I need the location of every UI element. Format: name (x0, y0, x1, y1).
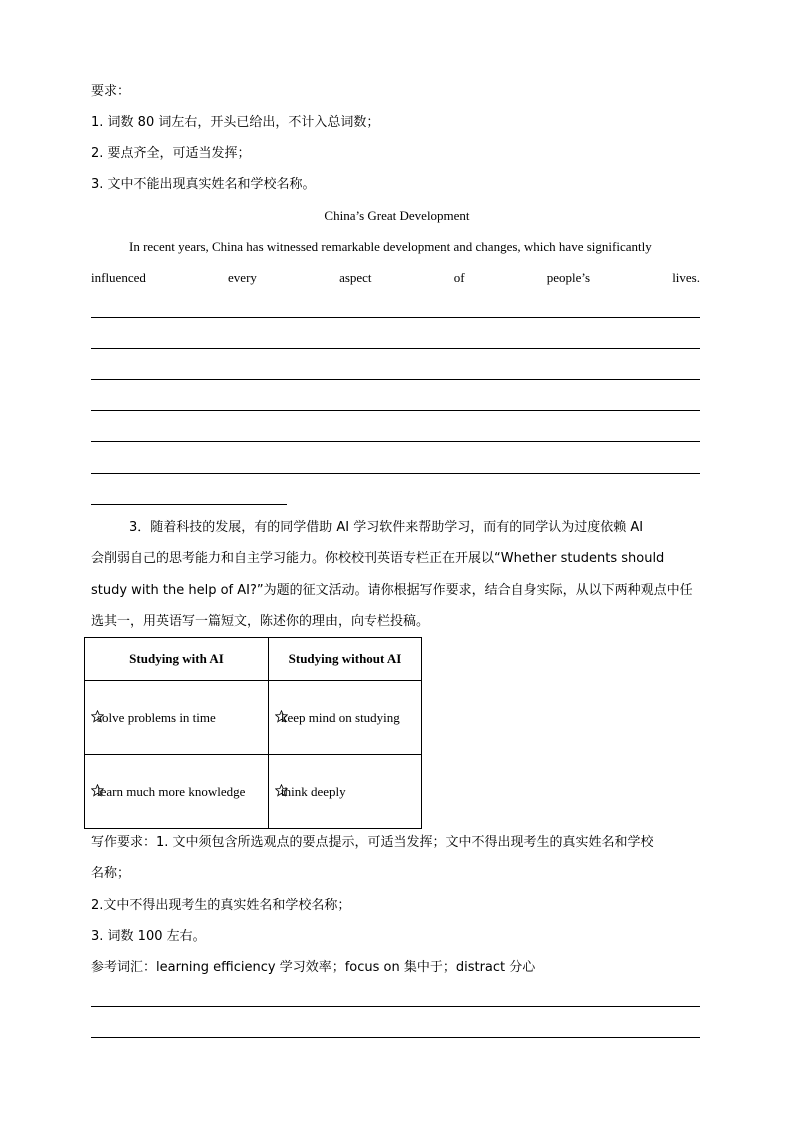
table-row (85, 681, 422, 755)
requirement-item-2: 2. 要点齐全，可适当发挥； (91, 146, 251, 161)
table-cell (85, 681, 269, 755)
requirements-heading: 要求： (91, 84, 131, 99)
viewpoint-table (84, 637, 422, 829)
answer-line[interactable] (91, 1006, 700, 1007)
table-cell-text: keep mind on studying (281, 710, 400, 725)
essay-title: China’s Great Development (324, 208, 470, 223)
answer-line[interactable] (91, 410, 700, 411)
table-cell (269, 755, 422, 829)
writing-requirement-1: 写作要求：1. 文中须包含所选观点的要点提示，可适当发挥；文中不得出现考生的真实姓名和学校 (91, 835, 654, 850)
question-3-line-1: 3．随着科技的发展，有的同学借助 AI 学习软件来帮助学习，而有的同学认为过度依赖 AI (129, 520, 644, 535)
writing-requirement-2: 2.文中不得出现考生的真实姓名和学校名称； (91, 898, 351, 913)
table-cell-text: solve problems in time (97, 710, 216, 725)
question-3-line-2: 会削弱自己的思考能力和自主学习能力。你校校刊英语专栏正在开展以“Whether students should (91, 551, 665, 566)
table-cell-text: think deeply (281, 784, 346, 799)
answer-line[interactable] (91, 1037, 700, 1038)
table-cell (269, 681, 422, 755)
opening-word: every (228, 270, 257, 285)
answer-line[interactable] (91, 441, 700, 442)
question-3-line-3: study with the help of AI?”为题的征文活动。请你根据写作要求，结合自身实际，从以下两种观点中任 (91, 583, 693, 598)
essay-opening-line-2 (91, 270, 700, 286)
opening-word: influenced (91, 270, 146, 285)
answer-line-short[interactable] (91, 504, 287, 505)
answer-line[interactable] (91, 473, 700, 474)
writing-requirement-3: 3. 词数 100 左右。 (91, 929, 206, 944)
answer-line[interactable] (91, 379, 700, 380)
table-row (85, 755, 422, 829)
table-header: Studying with AI (85, 638, 269, 681)
opening-word: aspect (339, 270, 372, 285)
question-3-line-4: 选其一，用英语写一篇短文，陈述你的理由，向专栏投稿。 (91, 614, 430, 629)
answer-line[interactable] (91, 317, 700, 318)
essay-opening-line-1: In recent years, China has witnessed remarkable development and changes, which have significantly (129, 239, 652, 254)
opening-word: people’s (546, 270, 591, 285)
reference-vocabulary: 参考词汇：learning efficiency 学习效率；focus on 集中于；distract 分心 (91, 960, 536, 975)
opening-word: lives. (672, 270, 700, 285)
table-cell (85, 755, 269, 829)
table-header: Studying without AI (269, 638, 422, 681)
table-cell-text: learn much more knowledge (97, 784, 246, 799)
requirement-item-1: 1. 词数 80 词左右，开头已给出，不计入总词数； (91, 115, 380, 130)
answer-line[interactable] (91, 348, 700, 349)
requirement-item-3: 3. 文中不能出现真实姓名和学校名称。 (91, 177, 316, 192)
opening-word: of (453, 270, 465, 285)
writing-requirement-1-cont: 名称； (91, 866, 131, 881)
